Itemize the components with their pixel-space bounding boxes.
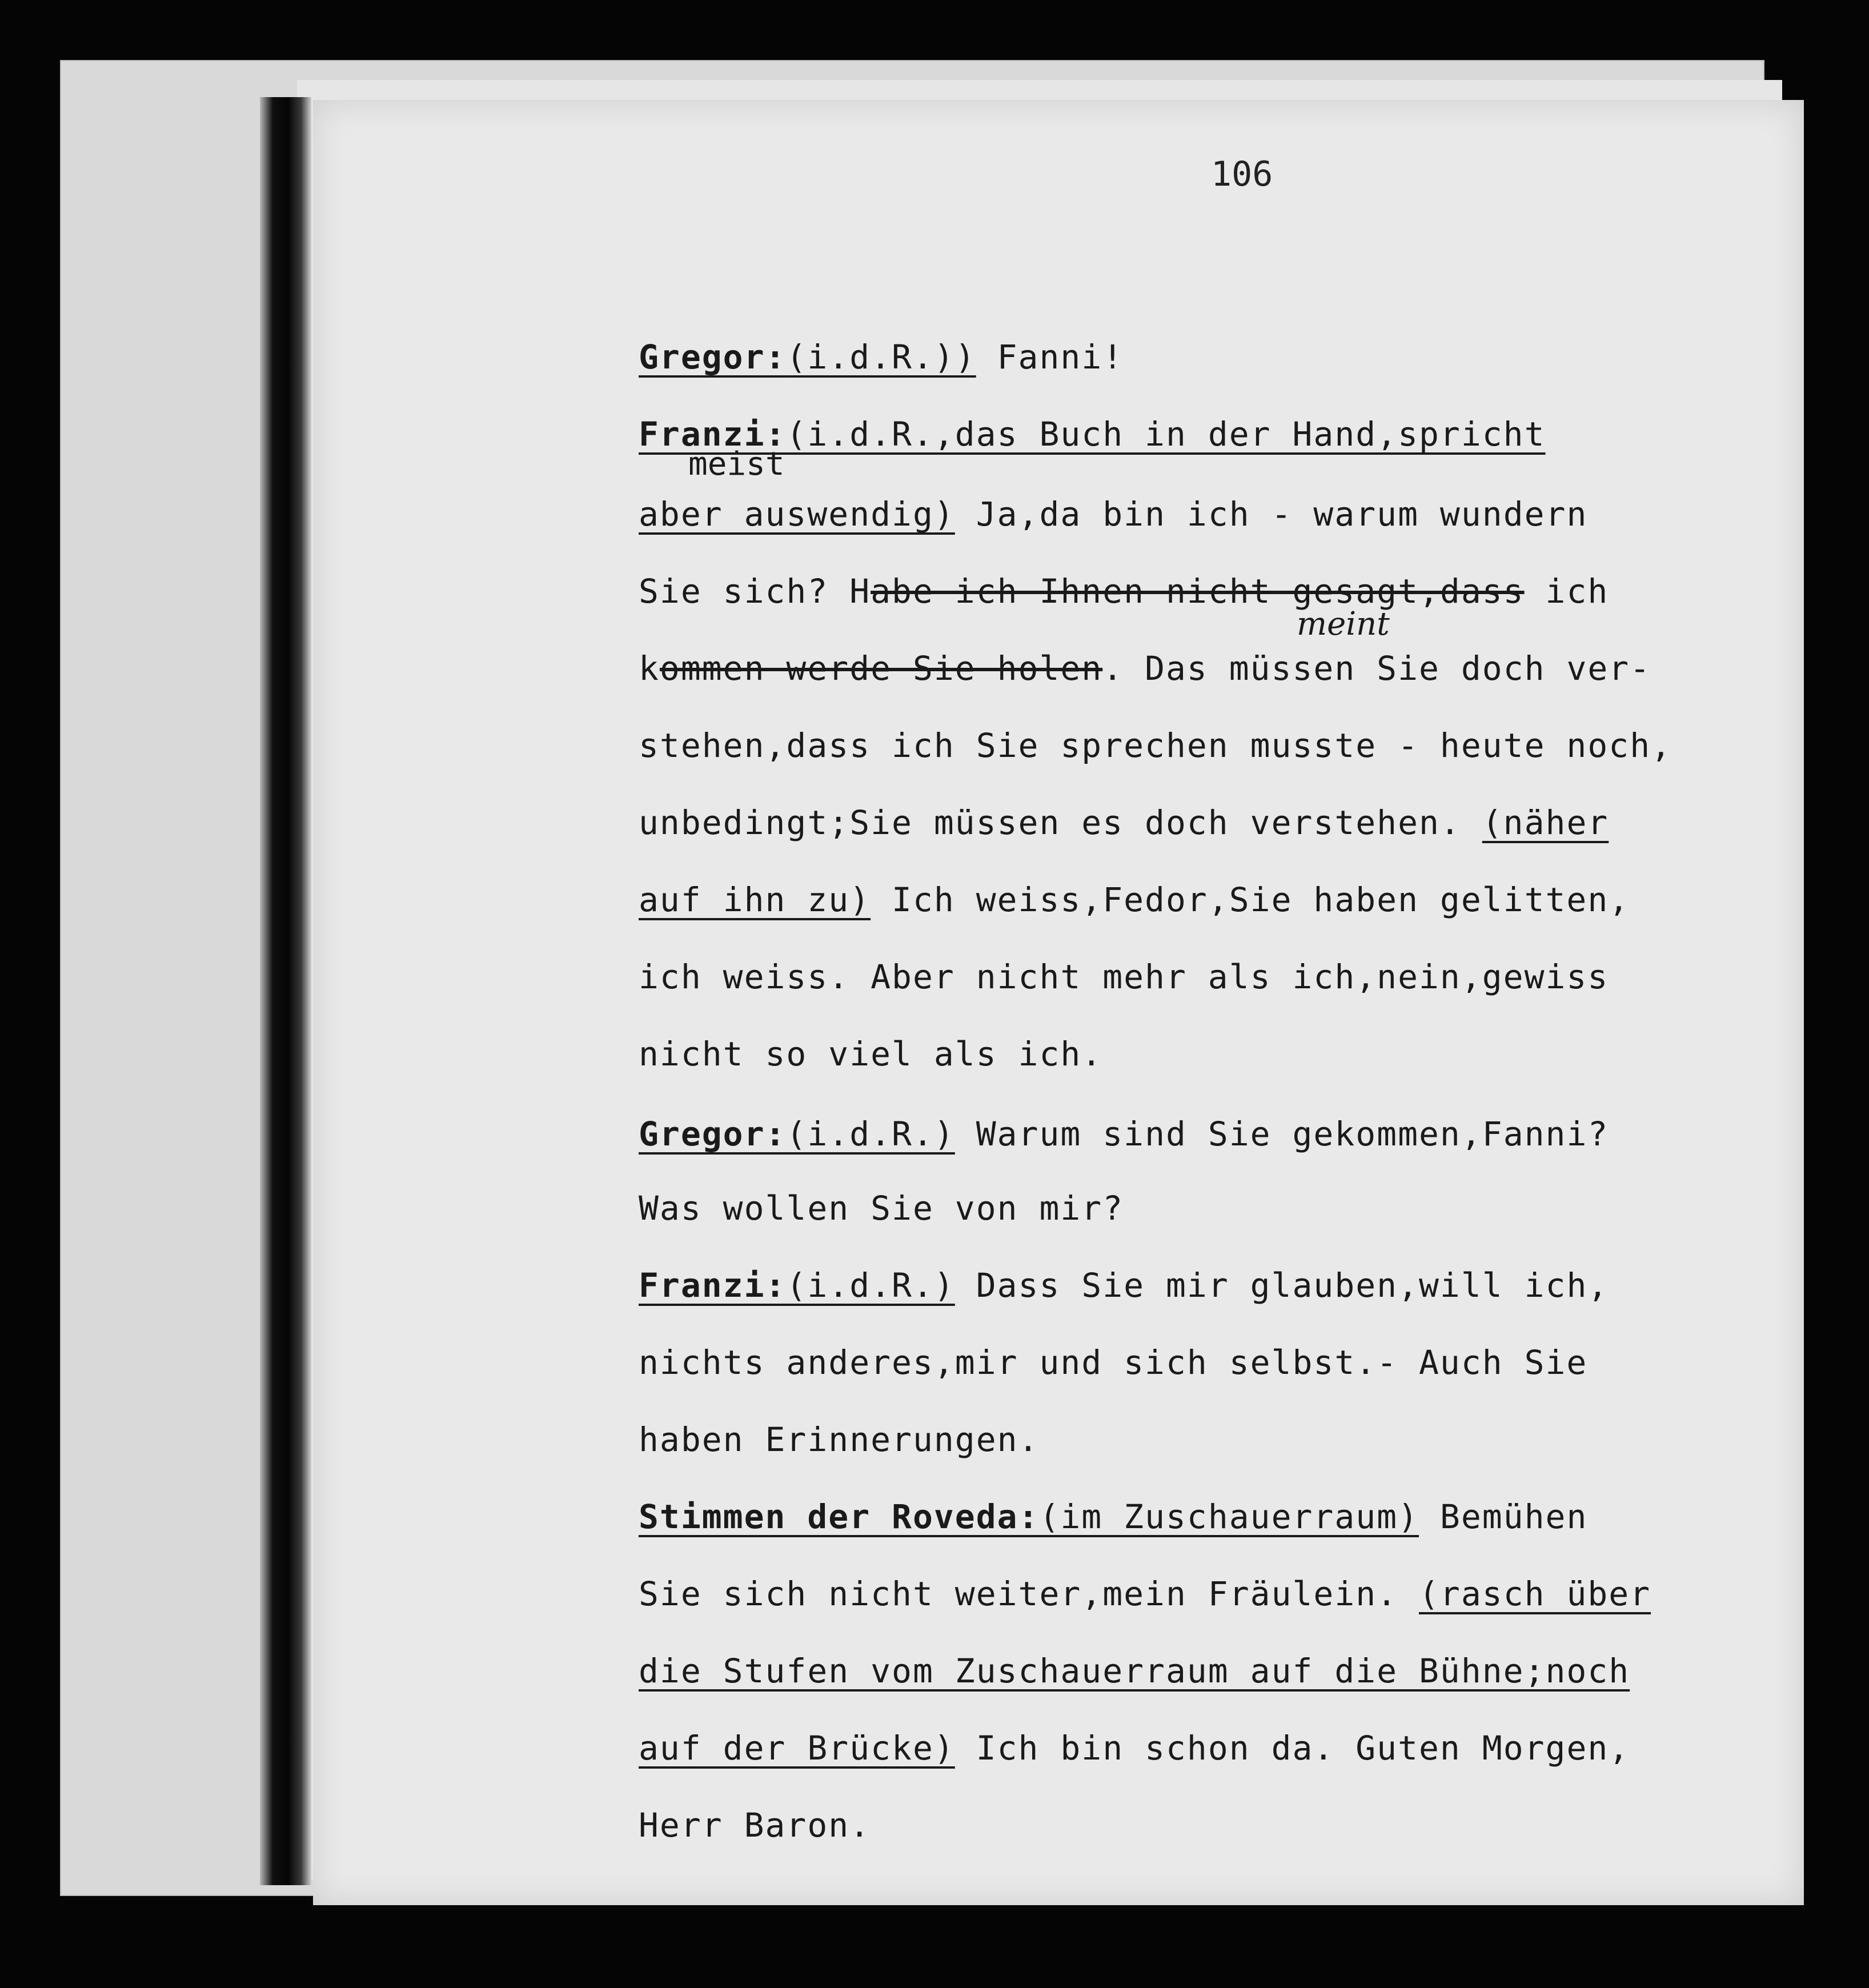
dialogue-text: Ja,da bin ich - warum wundern — [954, 495, 1588, 534]
stage-direction: (i.d.R.) — [786, 1266, 955, 1305]
script-line — [639, 957, 1609, 997]
stage-direction: (i.d.R.)) — [786, 338, 976, 376]
handwritten-insertion: meint — [1297, 606, 1390, 643]
script-line — [639, 571, 1609, 611]
binding-strip — [260, 97, 311, 1885]
script-line — [639, 1497, 1587, 1537]
stage-direction: auf ihn zu) — [639, 880, 871, 919]
dialogue-text: Sie sich nicht weiter,mein Fräulein. — [639, 1574, 1419, 1613]
dialogue-text: stehen,dass ich Sie sprechen musste - heute noch, — [639, 726, 1673, 765]
struck-text: abe ich Ihnen nicht gesagt,dass — [871, 572, 1525, 611]
dialogue-text-tail: . Das müssen Sie doch ver- — [1102, 649, 1651, 688]
script-line — [639, 1034, 1102, 1074]
dialogue-text: Was wollen Sie von mir? — [639, 1189, 1124, 1228]
script-line — [639, 1342, 1587, 1382]
dialogue-text-tail: ich — [1524, 572, 1609, 611]
speaker-name: Franzi: — [639, 1266, 787, 1305]
struck-text: ommen werde Sie holen — [659, 649, 1103, 688]
dialogue-text: Bemühen — [1419, 1497, 1588, 1536]
stage-direction-tail: (rasch über — [1419, 1574, 1651, 1613]
speaker-name: Franzi: — [639, 415, 787, 454]
script-line — [639, 880, 1630, 920]
script-line — [639, 337, 1124, 377]
script-line — [639, 1265, 1609, 1305]
stage-direction: auf der Brücke) — [639, 1729, 955, 1767]
dialogue-text: Ich bin schon da. Guten Morgen, — [954, 1729, 1630, 1767]
script-line — [639, 1188, 1124, 1228]
dialogue-text: k — [639, 649, 660, 688]
stage-direction: (im Zuschauerraum) — [1039, 1497, 1419, 1536]
script-line — [639, 1574, 1651, 1614]
dialogue-text: Ich weiss,Fedor,Sie haben gelitten, — [871, 880, 1630, 919]
script-line — [639, 1114, 1609, 1154]
script-line — [639, 648, 1651, 688]
script-line — [639, 1728, 1630, 1768]
script-line — [639, 803, 1609, 843]
speaker-name: Stimmen der Roveda: — [639, 1497, 1040, 1536]
page-number: 106 — [1211, 154, 1273, 194]
script-line — [639, 1420, 1039, 1460]
insertion-meist: meist — [688, 446, 785, 483]
stage-direction: (i.d.R.) — [786, 1115, 955, 1153]
script-line — [639, 1651, 1630, 1691]
speaker-name: Gregor: — [639, 1115, 787, 1153]
dialogue-text: haben Erinnerungen. — [639, 1420, 1040, 1459]
dialogue-text: nicht so viel als ich. — [639, 1035, 1103, 1073]
script-line — [639, 494, 1587, 534]
stage-direction-tail: (näher — [1482, 803, 1609, 842]
dialogue-text: Dass Sie mir glauben,will ich, — [954, 1266, 1609, 1305]
script-line — [639, 414, 1546, 454]
stage-direction: die Stufen vom Zuschauerraum auf die Bühne;noch — [639, 1652, 1630, 1690]
dialogue-text: nichts anderes,mir und sich selbst.- Auch Sie — [639, 1343, 1588, 1382]
stage-direction: aber auswendig) — [639, 495, 955, 534]
dialogue-text: unbedingt;Sie müssen es doch verstehen. — [639, 803, 1482, 842]
dialogue-text: Sie sich? H — [639, 572, 871, 611]
dialogue-text: Warum sind Sie gekommen,Fanni? — [954, 1115, 1609, 1153]
stage-direction: (i.d.R.,das Buch in der Hand,spricht — [786, 415, 1546, 454]
dialogue-text: ich weiss. Aber nicht mehr als ich,nein,gewiss — [639, 957, 1609, 996]
dialogue-text: Herr Baron. — [639, 1806, 871, 1845]
script-line — [639, 1805, 871, 1845]
dialogue-text: Fanni! — [976, 338, 1124, 376]
script-line — [639, 726, 1672, 765]
speaker-name: Gregor: — [639, 338, 787, 376]
